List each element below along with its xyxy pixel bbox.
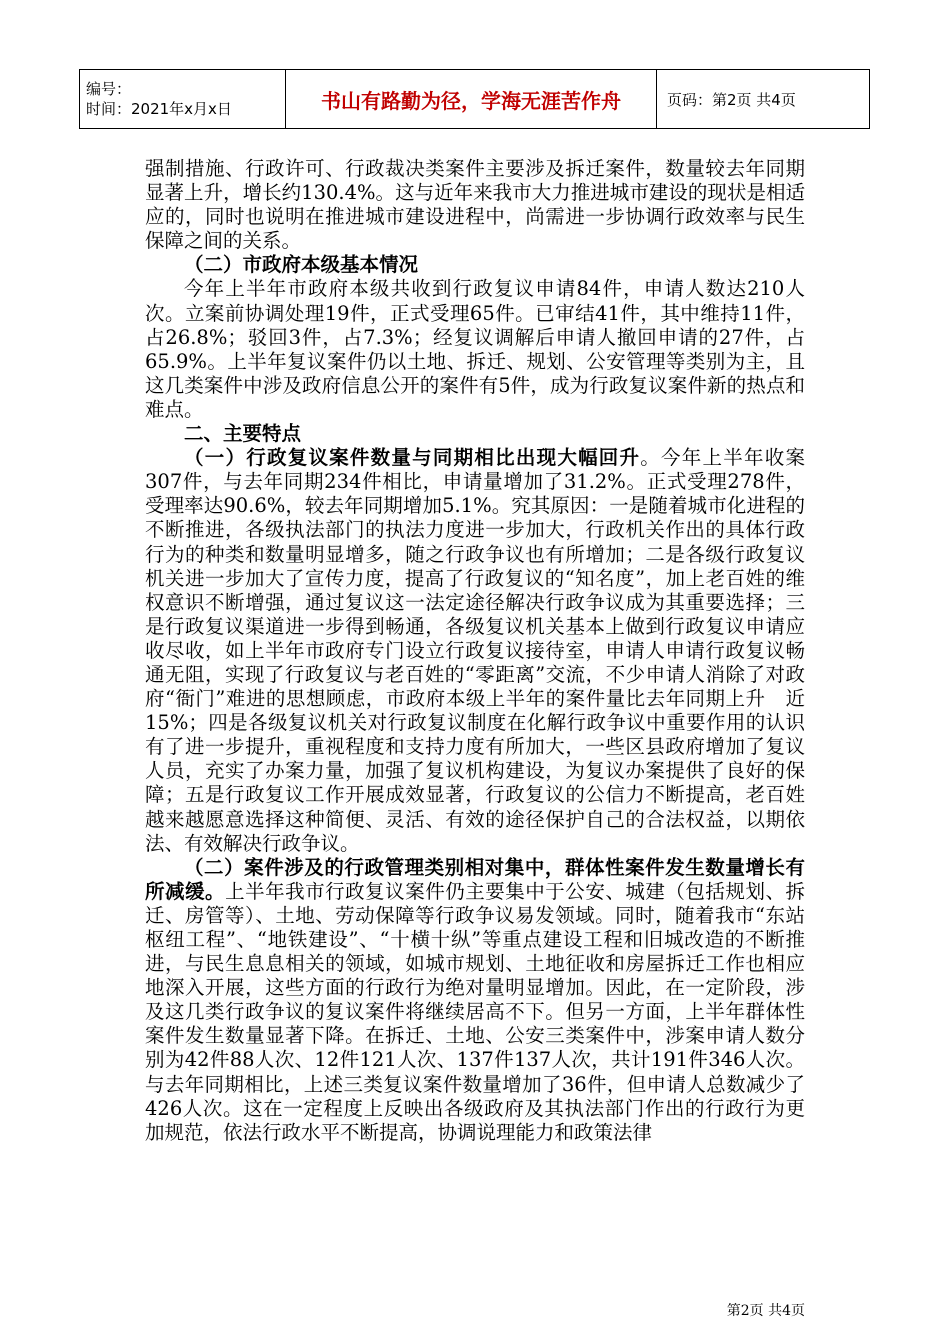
header-motto: 书山有路勤为径，学海无涯苦作舟: [286, 70, 657, 129]
document-number-label: 编号：: [86, 80, 132, 98]
body-paragraph: 今年上半年市政府本级共收到行政复议申请84件，申请人数达210人次。立案前协调处理19件，正式受理65件。已审结41件，其中维持11件，占26.8%；驳回3件，占7.3%；经复议调解后申请人撤回申请的27件，占65.9%。上半年复议案件仍以土地、拆迁、规划、公安管理等类别为主，且这几类案件中涉及政府信息公开的案件有5件，成为行政复议案件新的热点和难点。: [145, 277, 805, 421]
section-heading: 二、主要特点: [184, 422, 302, 446]
body-paragraph: [145, 446, 805, 856]
body-paragraph: 强制措施、行政许可、行政裁决类案件主要涉及拆迁案件，数量较去年同期显著上升，增长约130.4%。这与近年来我市大力推进城市建设的现状是相适应的，同时也说明在推进城市建设进程中，尚需进一步协调行政效率与民生保障之间的关系。: [145, 157, 805, 253]
header-page-info: 页码：第2页 共4页: [657, 70, 870, 129]
paragraph-text: 。今年上半年收案307件，与去年同期234件相比，申请量增加了31.2%。正式受理278件，受理率达90.6%，较去年同期增加5.1%。究其原因：一是随着城市化进程的不断推进，各级执法部门的执法力度进一步加大，行政机关作出的具体行政行为的种类和数量明显增多，随之行政争议也有所增加；二是各级行政复议机关进一步加大了宣传力度，提高了行政复议的“知名度”，加上老百姓的维权意识不断增强，通过复议这一法定途径解决行政争议成为其重要选择；三是行政复议渠道进一步得到畅通，各级复议机关基本上做到行政复议申请应收尽收，如上半年市政府专门设立行政复议接待室，申请人申请行政复议畅通无阻，实现了行政复议与老百姓的“零距离”交流，不少申请人消除了对政府“衙门”难进的思想顾虑，市政府本级上半年的案件量比去年同期上升 近15%；四是各级复议机关对行政复议制度在化解行政争议中重要作用的认识有了进一步提升，重视程度和支持力度有所加大，一些区县政府增加了复议人员，充实了办案力量，加强了复议机构建设，为复议办案提供了良好的保障；五是行政复议工作开展成效显著，行政复议的公信力不断提高，老百姓越来越愿意选择这种简便、灵活、有效的途径保护自己的合法权益，以期依法、有效解决行政争议。: [145, 446, 805, 855]
document-body: [145, 157, 805, 1145]
paragraph-lead-in: （一）行政复议案件数量与同期相比出现大幅回升: [184, 446, 641, 470]
subsection-heading: （二）市政府本级基本情况: [184, 253, 419, 277]
header-meta-cell: [80, 70, 286, 129]
paragraph-lead-in: （二）案件涉及的行政管理类别相对集中，群体性案件发生数量增长有所减缓。: [145, 855, 805, 903]
paragraph-text: 上半年我市行政复议案件仍主要集中于公安、城建（包括规划、拆迁、房管等）、土地、劳动保障等行政争议易发领域。同时，随着我市“东站枢纽工程”、“地铁建设”、“十横十纵”等重点建设工程和旧城改造的不断推进，与民生息息相关的领域，如城市规划、土地征收和房屋拆迁工作也相应地深入开展，这些方面的行政行为绝对量明显增加。因此，在一定阶段，涉及这几类行政争议的复议案件将继续居高不下。但另一方面，上半年群体性案件发生数量显著下降。在拆迁、土地、公安三类案件中，涉案申请人数分别为42件88人次、12件121人次、137件137人次，共计191件346人次。与去年同期相比，上述三类复议案件数量增加了36件，但申请人总数减少了426人次。这在一定程度上反映出各级政府及其执法部门作出的行政行为更加规范，依法行政水平不断提高，协调说理能力和政策法律: [145, 879, 805, 1144]
document-date: 时间：2021年x月x日: [86, 100, 232, 118]
page-footer: 第2页 共4页: [726, 1303, 805, 1319]
page-header: [79, 69, 870, 129]
body-paragraph: [145, 856, 805, 1145]
